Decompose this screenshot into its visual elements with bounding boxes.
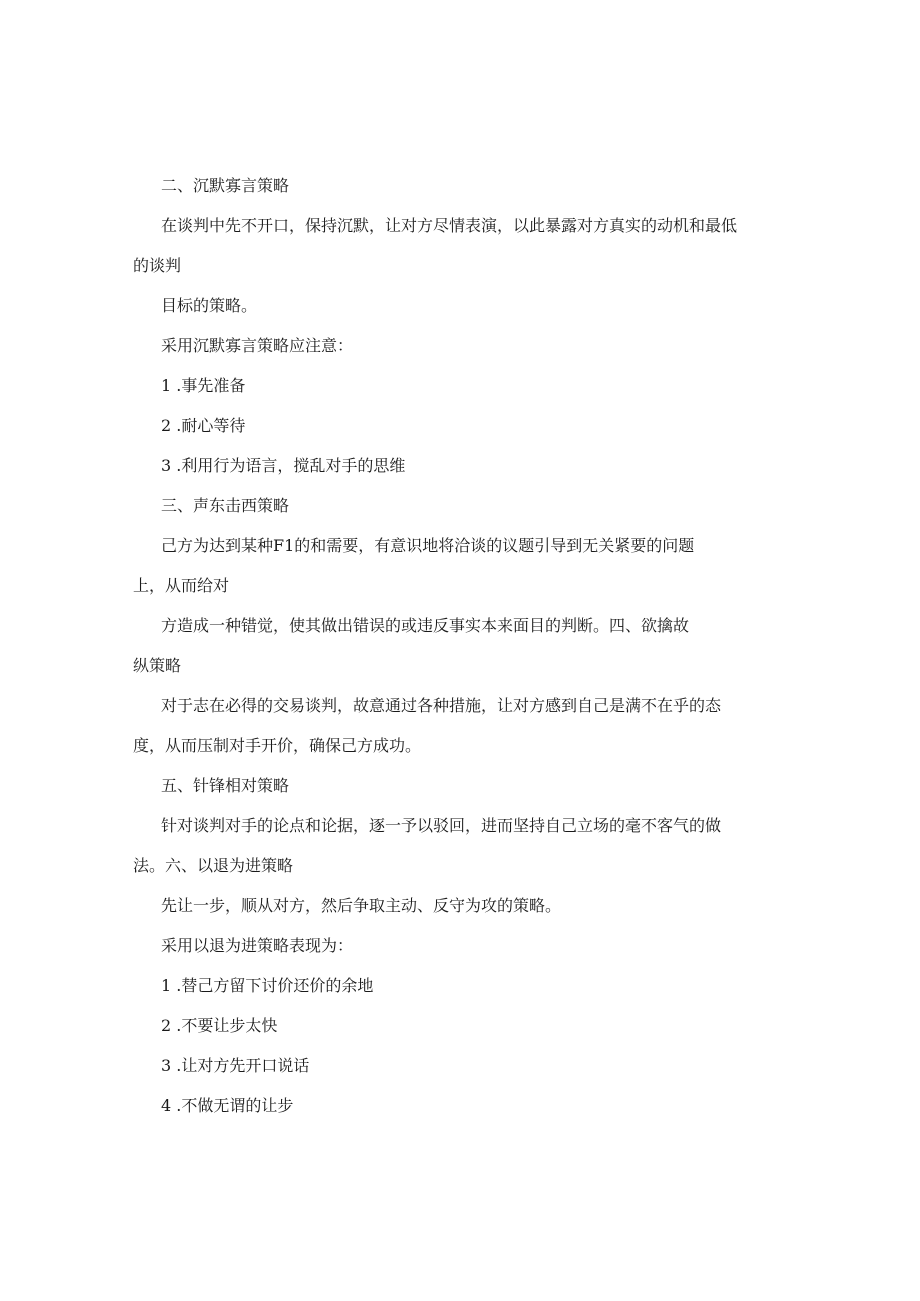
paragraph-line: 纵策略 [133,656,182,675]
paragraph-line: 的谈判 [133,256,182,275]
paragraph-line: 方造成一种错觉，使其做出错误的或违反事实本来面目的判断。四、欲擒故 [161,616,690,635]
paragraph-line: 针对谈判对手的论点和论据，逐一予以驳回，进而坚持自己立场的毫不客气的做 [161,816,722,835]
paragraph-line: 先让一步，顺从对方，然后争取主动、反守为攻的策略。 [161,896,562,915]
list-item: 3 .让对方先开口说话 [161,1056,310,1075]
list-item: 3 .利用行为语言，搅乱对手的思维 [161,456,406,475]
paragraph-line: 采用以退为进策略表现为： [161,936,354,955]
list-item: 2 .不要让步太快 [161,1016,278,1035]
paragraph-line: 在谈判中先不开口，保持沉默，让对方尽情表演，以此暴露对方真实的动机和最低 [161,216,738,235]
paragraph-line: 己方为达到某种F1的和需要，有意识地将洽谈的议题引导到无关紧要的问题 [161,536,695,555]
paragraph-line: 对于志在必得的交易谈判，故意通过各种措施，让对方感到自己是满不在乎的态 [161,696,722,715]
heading-2: 二、沉默寡言策略 [161,176,290,195]
list-item: 1 .事先准备 [161,376,246,395]
paragraph-line: 采用沉默寡言策略应注意： [161,336,354,355]
list-item: 1 .替己方留下讨价还价的余地 [161,976,374,995]
paragraph-line: 上，从而给对 [133,576,230,595]
heading-5: 五、针锋相对策略 [161,776,290,795]
paragraph-line: 目标的策略。 [161,296,258,315]
heading-3: 三、声东击西策略 [161,496,290,515]
list-item: 4 .不做无谓的让步 [161,1096,294,1115]
list-item: 2 .耐心等待 [161,416,246,435]
paragraph-line: 法。六、以退为进策略 [133,856,294,875]
paragraph-line: 度，从而压制对手开价，确保己方成功。 [133,736,422,755]
